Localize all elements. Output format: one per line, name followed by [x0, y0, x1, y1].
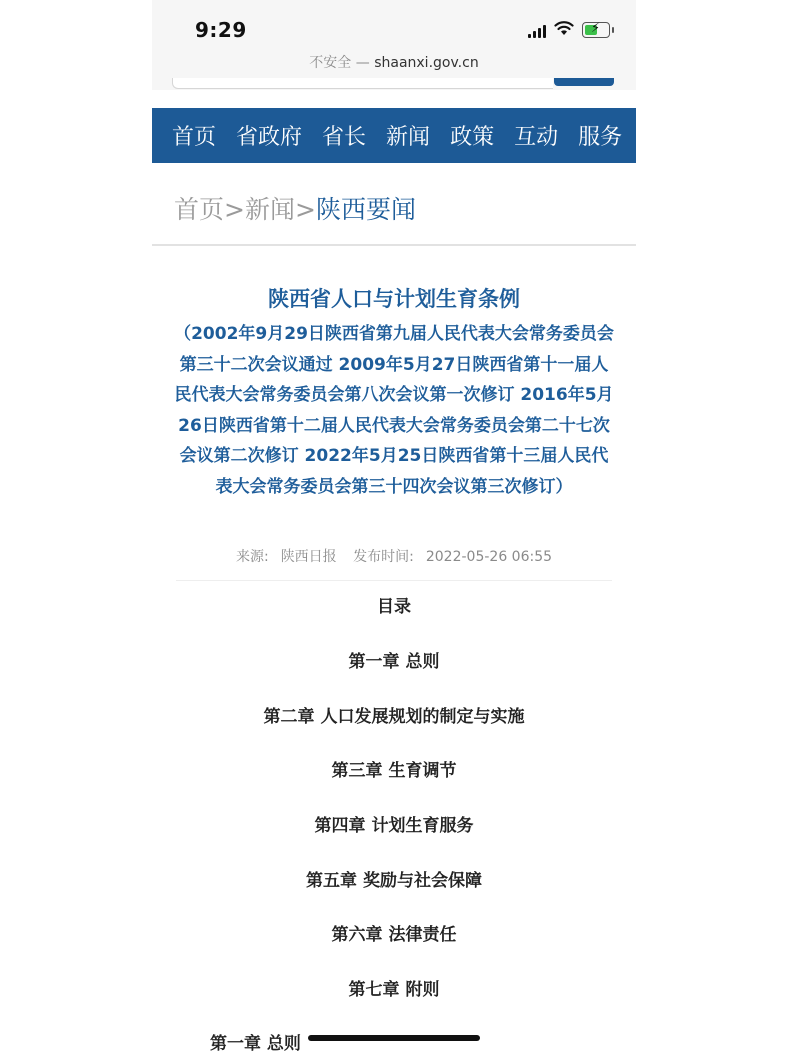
left-margin: [0, 0, 152, 1051]
main-nav: [152, 108, 636, 163]
status-time: 9:29: [195, 18, 247, 42]
toc-heading: 目录: [377, 597, 411, 617]
breadcrumb: [174, 190, 416, 226]
signal-icon: [528, 25, 546, 38]
source-label: 来源:: [235, 549, 269, 565]
nav-item-services[interactable]: 服务: [578, 125, 623, 150]
publish-time-value: 2022-05-26 06:55: [425, 549, 553, 565]
chapter-heading: 第一章 总则: [210, 1034, 301, 1051]
url-domain: shaanxi.gov.cn: [374, 55, 479, 71]
toc-item: 第六章 法律责任: [331, 925, 457, 945]
breadcrumb-home[interactable]: 首页: [174, 195, 225, 224]
insecure-label: 不安全: [309, 55, 352, 71]
nav-item-government[interactable]: 省政府: [236, 125, 303, 150]
source-value: 陕西日报: [280, 549, 337, 565]
breadcrumb-separator: >: [224, 195, 245, 224]
battery-charging-icon: ⚡: [582, 22, 610, 38]
status-bar: [152, 0, 636, 90]
nav-item-policy[interactable]: 政策: [450, 125, 495, 150]
wifi-icon: [554, 20, 574, 36]
address-bar[interactable]: [152, 52, 636, 72]
meta-divider: [176, 580, 612, 581]
publish-time-label: 发布时间:: [353, 549, 414, 565]
toc-item: 第五章 奖励与社会保障: [306, 871, 482, 891]
nav-item-governor[interactable]: 省长: [322, 125, 367, 150]
toc-item: 第七章 附则: [348, 980, 440, 1000]
nav-item-news[interactable]: 新闻: [386, 125, 431, 150]
divider: [152, 244, 636, 246]
phone-screen: [152, 0, 636, 1051]
article-meta: [152, 546, 636, 566]
url-separator: —: [351, 55, 375, 71]
nav-item-interaction[interactable]: 互动: [514, 125, 559, 150]
toc-item: 第二章 人口发展规划的制定与实施: [263, 707, 525, 727]
right-margin: [636, 0, 788, 1051]
search-button[interactable]: [554, 78, 614, 86]
article-title: 陕西省人口与计划生育条例: [268, 287, 520, 311]
breadcrumb-current[interactable]: 陕西要闻: [315, 195, 416, 224]
home-indicator[interactable]: [308, 1035, 480, 1041]
search-input[interactable]: [172, 78, 553, 89]
nav-item-home[interactable]: 首页: [172, 125, 217, 150]
toc-item: 第四章 计划生育服务: [314, 816, 474, 836]
article-subtitle: （2002年9月29日陕西省第九届人民代表大会常务委员会第三十二次会议通过 2009年5月27日陕西省第十一届人民代表大会常务委员会第八次会议第一次修订 2016年5月26日陕西省第十二届人民代表大会常务委员会第二十七次会议第二次修订 2022年5月25日陕西省第十三届人民代表大会常务委员会第三十四次会议第三次修订）: [174, 324, 614, 497]
breadcrumb-news[interactable]: 新闻: [244, 195, 295, 224]
toc-item: 第三章 生育调节: [331, 761, 457, 781]
breadcrumb-separator: >: [294, 195, 316, 224]
toc-item: 第一章 总则: [348, 652, 440, 672]
